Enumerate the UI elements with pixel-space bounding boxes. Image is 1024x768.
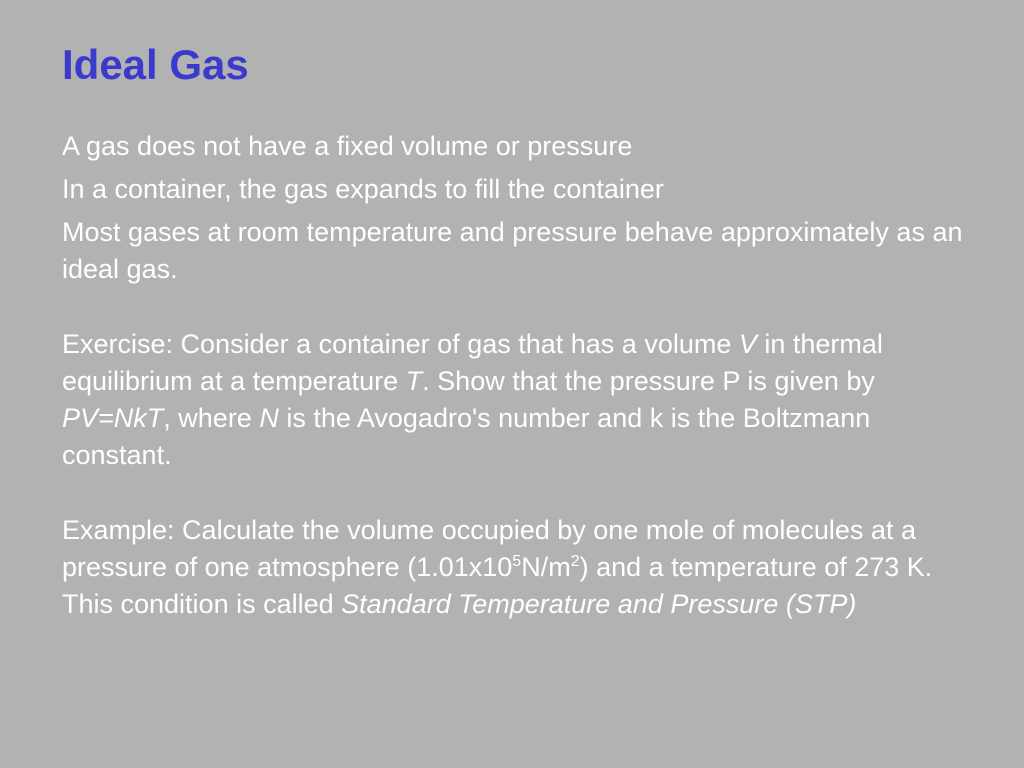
volume-symbol: V (738, 329, 757, 359)
example-text-2: N/m (521, 552, 571, 582)
temperature-symbol: T (405, 366, 423, 396)
example-paragraph (62, 512, 982, 623)
example-text-3: ) and a temperature of 273 K. This condition is called (62, 552, 933, 619)
exercise-text-1: Exercise: Consider a container of gas that has a volume (62, 329, 739, 359)
exponent-two: 2 (570, 553, 580, 570)
slide-title: Ideal Gas (62, 41, 249, 88)
ideal-gas-formula: PV=NkT (62, 403, 164, 433)
bullet-ideal-gas: Most gases at room temperature and pressure behave approximately as an ideal gas. (62, 217, 963, 284)
exercise-text-4: , where (163, 403, 260, 433)
exercise-text-2: in thermal equilibrium at a temperature (62, 329, 883, 396)
exercise-text-5: is the Avogadro's number and k is the Boltzmann constant. (62, 403, 871, 470)
exercise-text-3: . Show that the pressure P is given by (422, 366, 875, 396)
example-text-1: Example: Calculate the volume occupied by one mole of molecules at a pressure of one atmosphere (1.01x10 (62, 515, 916, 582)
avogadro-symbol: N (259, 403, 279, 433)
exponent-five: 5 (512, 553, 522, 570)
bullet-fixed-volume: A gas does not have a fixed volume or pressure (62, 131, 633, 161)
exercise-paragraph (62, 326, 982, 474)
slide-body (62, 128, 982, 629)
stp-term: Standard Temperature and Pressure (STP) (341, 589, 857, 619)
bullet-gas-expands: In a container, the gas expands to fill the container (62, 174, 664, 204)
